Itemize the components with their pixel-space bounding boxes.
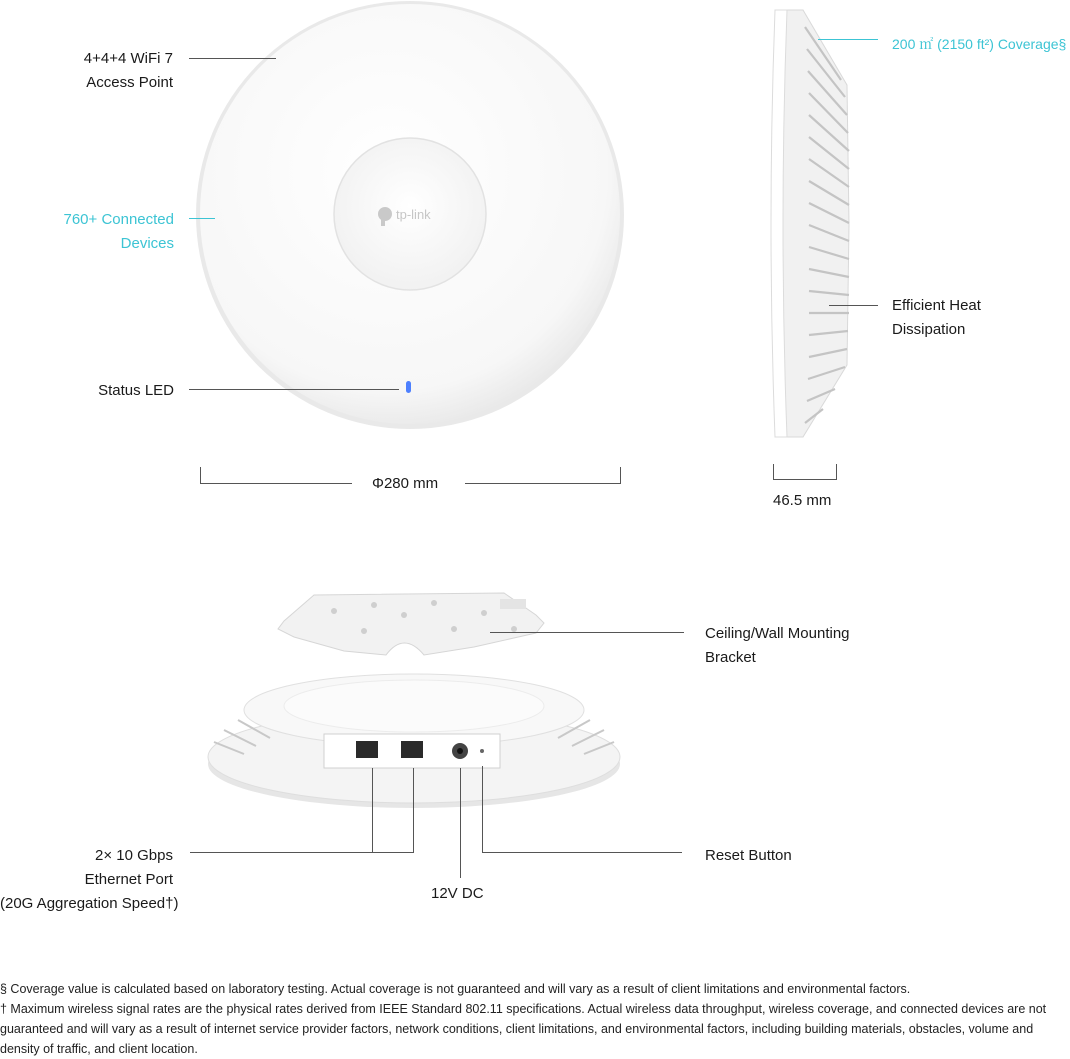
reset-leader-vertical [482, 766, 483, 853]
access-point-bottom-view [204, 662, 624, 812]
footnote-coverage: § Coverage value is calculated based on laboratory testing. Actual coverage is not guaranteed and will vary as a result of client limitations and environmental factors. [0, 982, 911, 996]
thickness-tick-left [773, 464, 774, 480]
thickness-label: 46.5 mm [773, 492, 832, 509]
thickness-tick-right [836, 464, 837, 480]
bracket-label-line2: Bracket [705, 649, 756, 666]
footnote-rates: † Maximum wireless signal rates are the physical rates derived from IEEE Standard 802.11 specifications. Actual wireless data throughput, wireless coverage, and connected devices are not guaranteed and will vary as a result of internet service provider factors, network conditions, client limitations, and environmental factors, including building materials, obstacles, volume and density of traffic, and client location. [0, 1002, 1047, 1056]
wifi7-label-line2: Access Point [86, 74, 173, 91]
wifi7-leader-line [189, 58, 276, 59]
bracket-label [705, 622, 850, 670]
diameter-tick-right [620, 467, 621, 484]
connected-devices-leader-line [189, 218, 215, 219]
thickness-line [773, 479, 837, 480]
footnotes [0, 979, 1070, 1059]
reset-label: Reset Button [705, 847, 792, 864]
ethernet-port-1-icon [356, 741, 378, 758]
ethernet-label-line1: 2× 10 Gbps [95, 847, 173, 864]
diameter-line-right [465, 483, 620, 484]
reset-pinhole-icon [480, 749, 484, 753]
ethernet-label [0, 844, 179, 916]
status-led-leader-line [189, 389, 399, 390]
mounting-bracket [274, 585, 554, 665]
status-led-light [406, 381, 411, 393]
reset-leader-line [482, 852, 682, 853]
ethernet-port-2-icon [401, 741, 423, 758]
ethernet-1-leader-vertical [372, 768, 373, 852]
diameter-label: Φ280 mm [372, 475, 439, 492]
heat-dissipation-line2: Dissipation [892, 321, 966, 338]
ethernet-label-line2: Ethernet Port [84, 871, 173, 888]
connected-devices-line1: 760+ Connected [63, 211, 174, 228]
diameter-tick-left [200, 467, 201, 484]
coverage-leader-line [818, 39, 878, 40]
heat-dissipation-label [892, 294, 981, 342]
dc-label: 12V DC [431, 885, 484, 902]
bracket-label-line1: Ceiling/Wall Mounting [705, 625, 850, 642]
ethernet-leader-line [190, 852, 414, 853]
ethernet-label-line3: (20G Aggregation Speed†) [0, 895, 179, 912]
connected-devices-line2: Devices [120, 235, 174, 252]
wifi7-label [30, 47, 173, 95]
connected-devices-label [20, 208, 174, 256]
coverage-label: 200 ㎡ (2150 ft²) Coverage§ [892, 36, 1067, 52]
wifi7-label-line1: 4+4+4 WiFi 7 [83, 50, 173, 67]
tp-link-logo-text: tp-link [396, 207, 431, 222]
ethernet-2-leader-vertical [413, 768, 414, 852]
bracket-tab [500, 599, 526, 609]
access-point-side-view [765, 5, 865, 445]
status-led-label: Status LED [98, 382, 174, 399]
dc-leader-vertical [460, 768, 461, 878]
heat-dissipation-line1: Efficient Heat [892, 297, 981, 314]
heat-dissipation-leader-line [829, 305, 878, 306]
diameter-line-left [200, 483, 352, 484]
access-point-top-view [195, 0, 635, 440]
bracket-leader-line [490, 632, 684, 633]
